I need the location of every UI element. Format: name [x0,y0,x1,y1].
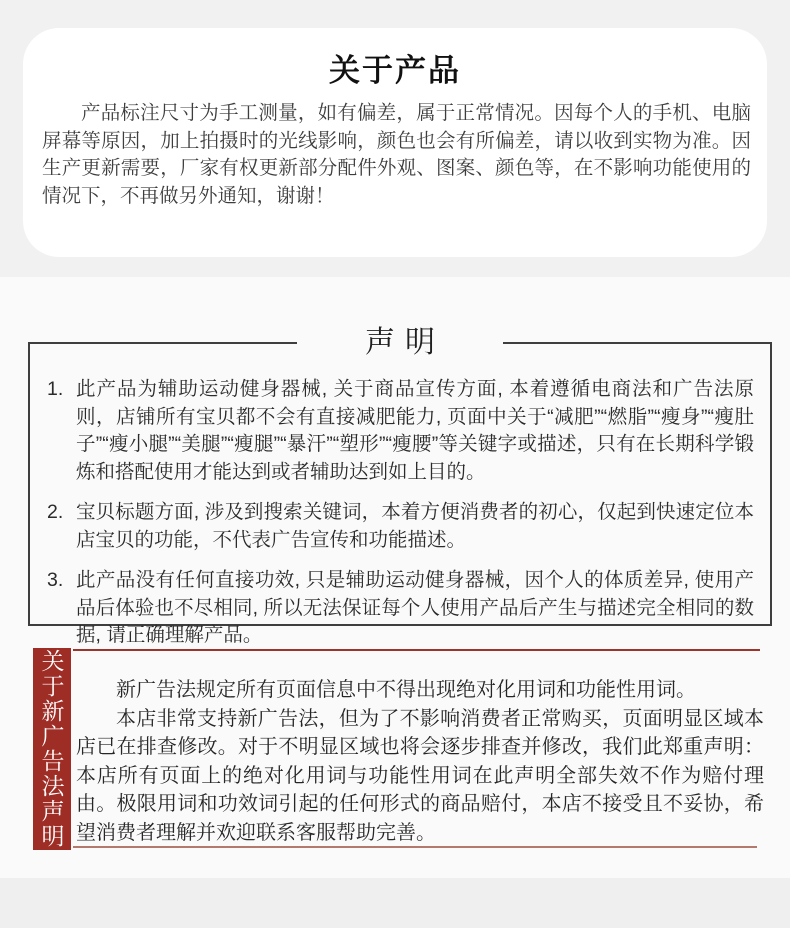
statement-item-3-text: 此产品没有任何直接功效, 只是辅助运动健身器械，因个人的体质差异, 使用产品后体验也不尽相同, 所以无法保证每个人使用产品后产生与描述完全相同的数据, 请正确理解产品。 [76,569,754,646]
statement-box [28,326,772,646]
statement-item-1-text: 此产品为辅助运动健身器械, 关于商品宣传方面, 本着遵循电商法和广告法原则，店铺所有宝贝都不会有直接减肥能力, 页面中关于“减肥”“燃脂”“瘦身”“瘦肚子”“瘦小腿”“美腿”“瘦腿”“暴汗”“塑形”“瘦腰”等关键字或描述，只有在长期科学锻炼和搭配使用才能达到或者辅助达到如上目的。 [76,378,754,483]
statement-list [30,344,770,650]
about-product-card [23,28,767,257]
statement-title: 声明 [297,327,503,359]
adlaw-paragraph-2: 本店非常支持新广告法，但为了不影响消费者正常购买，页面明显区域本店已在排查修改。对于不明显区域也将会逐步排查并修改，我们此郑重声明：本店所有页面上的绝对化用词与功能性用词在此声明全部失效不作为赔付理由。极限用词和功效词引起的任何形式的商品赔付，本店不接受且不妥协，希望消费者理解并欢迎联系客服帮助完善。 [76,707,764,844]
adlaw-vertical-banner: 关于新广告法声明 [33,648,71,850]
adlaw-text-block [76,676,764,847]
adlaw-top-divider [73,649,760,651]
statement-item-2 [47,499,754,554]
bottom-strip [0,878,790,928]
adlaw-paragraph-1: 新广告法规定所有页面信息中不得出现绝对化用词和功能性用词。 [116,679,696,701]
statement-item-3 [47,567,754,650]
statement-item-2-number: 2. [47,501,64,523]
statement-item-2-text: 宝贝标题方面, 涉及到搜索关键词，本着方便消费者的初心，仅起到快速定位本店宝贝的功能，不代表广告宣传和功能描述。 [76,501,754,551]
statement-item-3-number: 3. [47,569,64,591]
statement-item-1-number: 1. [47,378,64,400]
about-product-text: 产品标注尺寸为手工测量，如有偏差，属于正常情况。因每个人的手机、电脑屏幕等原因，加上拍摄时的光线影响，颜色也会有所偏差，请以收到实物为准。因生产更新需要，厂家有权更新部分配件外观、图案、颜色等，在不影响功能使用的情况下，不再做另外通知，谢谢！ [42,102,751,207]
about-product-title: 关于产品 [329,53,461,88]
statement-item-1 [47,376,754,486]
